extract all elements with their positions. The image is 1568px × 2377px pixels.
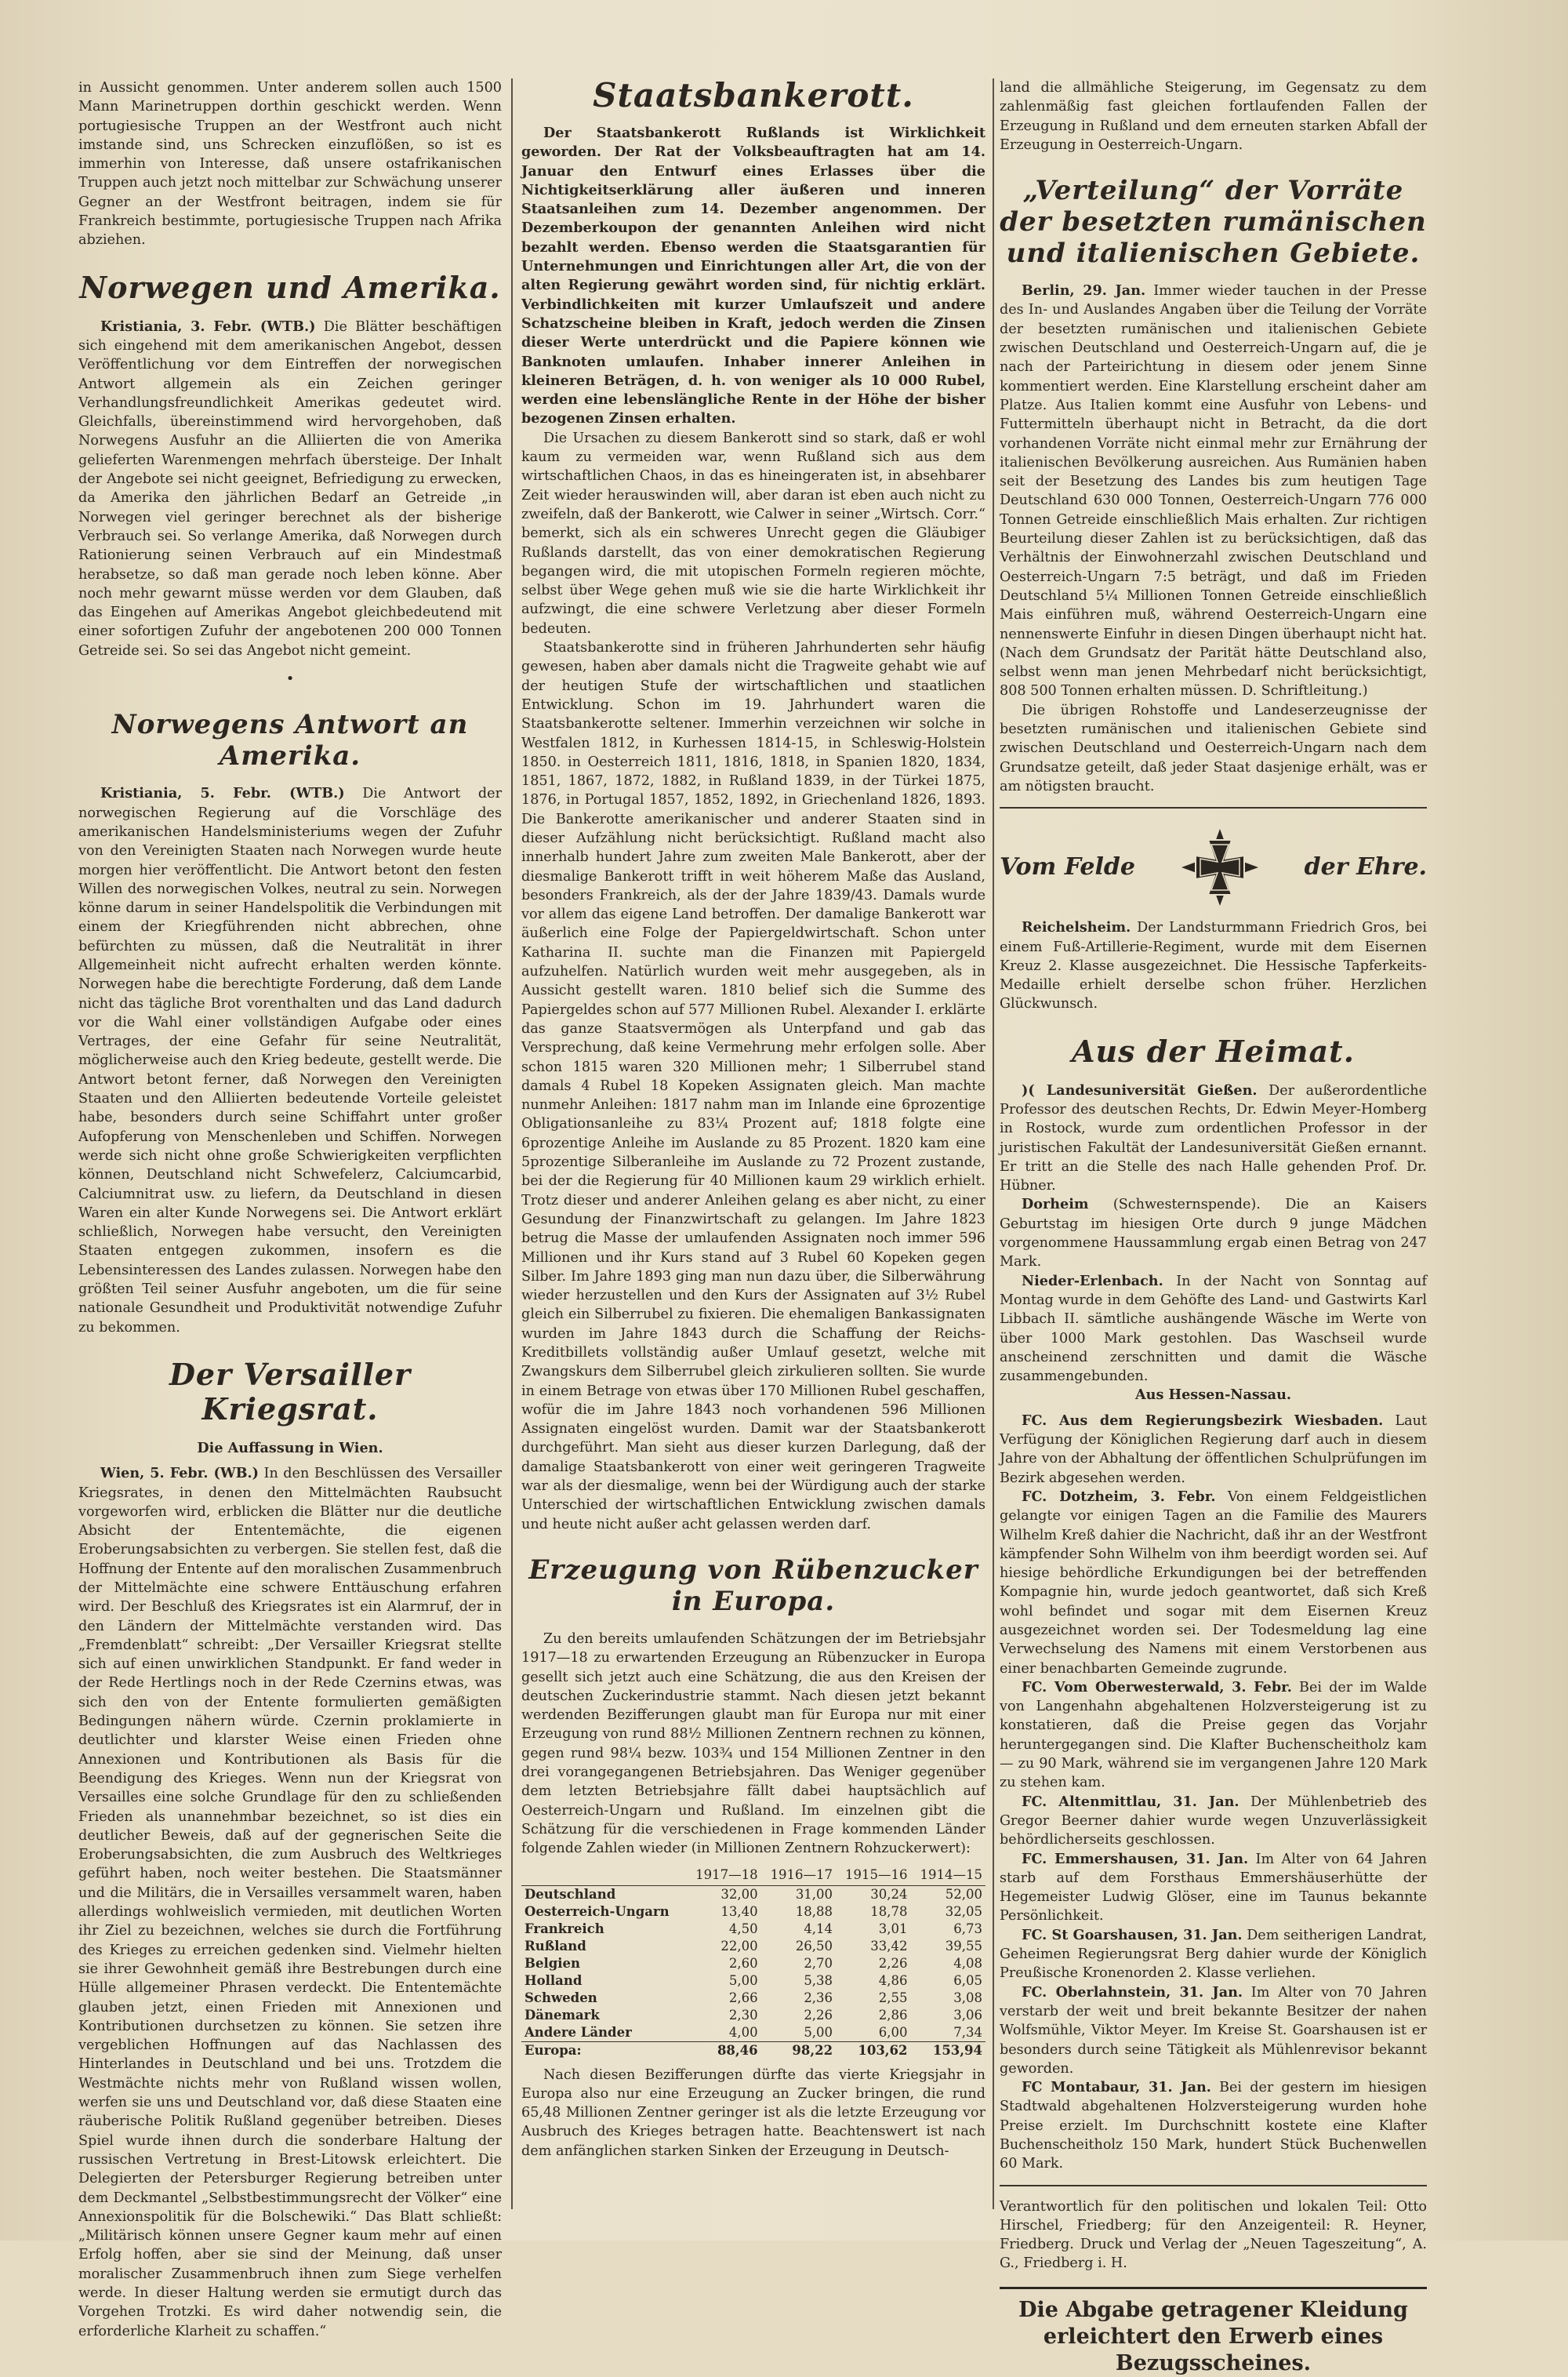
news-item: FC. Oberlahnstein, 31. Jan. Im Alter von 70 Jahren verstarb der weit und breit bekannte Besitzer der nahen Wolfsmühle, Viktor Meyer. Im Kreise St. Goarshausen ist er besonders durch seine Tätigkeit als Mühlenrevisor bekannt geworden. [1000,1983,1427,2077]
column-right [1000,78,1428,2375]
news-item: Dorheim (Schwesternspende). Die an Kaisers Geburtstag im hiesigen Orte durch 9 junge Mädchen vorgenommene Haussammlung ergab einen Betrag von 247 Mark. [1000,1196,1428,1270]
table-cell-value: 6,73 [953,1921,982,1936]
table-cell-value: 31,00 [795,1886,833,1902]
table-cell-value: 2,55 [878,1990,908,2005]
table-cell-value: 88,46 [686,2041,760,2059]
table-cell-value: 39,55 [945,1938,982,1954]
table-cell-value: 5,00 [728,1972,758,1988]
table-cell-value: 6,05 [953,1972,982,1988]
table-cell-value: 2,60 [728,1955,758,1971]
dateline: Kristiania, 3. Febr. (WTB.) [100,318,316,335]
table-header [521,1865,686,1886]
headline-aus-der-heimat: Aus der Heimat. [1072,1033,1355,1069]
table-cell-value: 6,00 [878,2024,908,2040]
table-cell-value: 153,94 [911,2041,985,2059]
table-cell-value: 5,00 [804,2024,833,2040]
table-cell-value: 30,24 [870,1886,908,1902]
table-header: 1915—16 [836,1865,910,1886]
table-cell-value: 33,42 [870,1938,908,1954]
table-cell-value: 4,08 [953,1955,982,1971]
headline-norwegen-amerika: Norwegen und Amerika. [79,269,501,305]
table-cell-value: 52,00 [945,1886,982,1902]
column-left [78,78,503,2339]
table-row [521,1921,985,1938]
table-cell-value: 7,34 [953,2024,982,2040]
news-item: FC Montabaur, 31. Jan. Bei der gestern im hiesigen Stadtwald abgehaltenen Holzversteigerung wurden hohe Preise erzielt. Im Durchschnitt kostete eine Klafter Buchenscheitholz 150 Mark, hundert Stück Buchenwellen 60 Mark. [1000,2079,1427,2172]
table-cell-country: Holland [524,1972,583,1988]
headline-verteilung: „Verteilung“ der Vorräte der besetzten rumänischen und italienischen Gebiete. [1000,175,1427,270]
news-item: FC. Altenmittlau, 31. Jan. Der Mühlenbetrieb des Gregor Beerner dahier wurde wegen Unzuverlässigkeit behördlicherseits geschlossen. [1000,1793,1428,1848]
table-cell-value: 4,86 [878,1972,908,1988]
table-cell-country: Europa: [521,2041,686,2059]
table-cell-value: 13,40 [720,1903,758,1919]
table-cell-value: 3,08 [953,1990,982,2005]
article-reichelsheim: Reichelsheim. Der Landsturmmann Friedrich Gros, bei einem Fuß-Artillerie-Regiment, wurde mit dem Eisernen Kreuz 2. Klasse ausgezeichnet. Die Hessische Tapferkeits-Medaille erhielt derselbe schon früher. Herzlichen Glückwunsch. [1000,919,1428,1012]
article-ruebenzucker-p1: Zu den bereits umlaufenden Schätzungen der im Betriebsjahr 1917—18 zu erwartenden Erzeugung an Rübenzucker in Europa gesellt sich jetzt auch eine Schätzung, die aus den Kreisen der deutschen Zuckerindustrie stammt. Nach diesen jetzt bekannt werdenden Bezifferungen glaubt man für Europa nur mit einer Erzeugung von rund 88½ Millionen Zentnern rechnen zu können, gegen rund 98¼ bezw. 103¾ und 154 Millionen Zentner in den drei vorangegangenen Betriebsjahren. Das Weniger gegenüber dem letzten Betriebsjahre fällt dabei hauptsächlich auf Oesterreich-Ungarn und Rußland. Im einzelnen gibt die Schätzung für die verschiedenen in Frage kommenden Länder folgende Zahlen wieder (in Millionen Zentnern Rohzuckerwert): [521,1630,985,1857]
headline-ruebenzucker: Erzeugung von Rübenzucker in Europa. [528,1554,978,1617]
column-rule [511,78,513,2209]
article-verteilung: Berlin, 29. Jan. Immer wieder tauchen in der Presse des In- und Auslandes Angaben über die Teilung der Vorräte der besetzten rumänischen und italienischen Gebiete zwischen Deutschland und Oesterreich-Ungarn auf, die je nach der Parteirichtung in diesem oder jenem Sinne kommentiert werden. Eine Klarstellung erscheint daher am Platze. Aus Italien kommt eine Ausfuhr von Lebens- und Futtermitteln überhaupt nicht in Betracht, da die dort vorhandenen Vorräte nicht einmal mehr zur Ernährung der italienischen Bevölkerung ausreichen. Aus Rumänien haben seit der Besetzung des Landes bis zum heutigen Tage Deutschland 630 000 Tonnen, Oesterreich-Ungarn 776 000 Tonnen Getreide einschließlich Mais erhalten. Zur richtigen Beurteilung dieser Zahlen ist zu berücksichtigen, daß das Verhältnis der Einwohnerzahl zwischen Deutschland und Oesterreich-Ungarn 7:5 beträgt, und daß im Frieden Deutschland 5¼ Millionen Tonnen Getreide einschließlich Mais einführen muß, während Oesterreich-Ungarn eine nennenswerte Einfuhr in diesen Dingen überhaupt nicht hat. (Nach dem Grundsatz der Parität hätte Deutschland also, selbst wenn man jenen Mehrbedarf nicht berücksichtigt, 808 500 Tonnen erhalten müssen. D. Schriftleitung.) [1000,282,1427,700]
subheadline-hessen-nassau: Aus Hessen-Nassau. [1135,1387,1291,1404]
table-cell-value: 26,50 [795,1938,833,1954]
news-item: FC. Emmershausen, 31. Jan. Im Alter von 64 Jahren starb auf dem Forsthaus Emmershäuserhütte der Hegemeister Ludwig Glöser, eine im Taunus bekannte Persönlichkeit. [1000,1850,1427,1924]
table-cell-value: 3,06 [953,2007,982,2023]
table-row [521,2024,985,2042]
table-cell-value: 3,01 [878,1921,908,1936]
headline-left: Vom Felde [1000,853,1135,881]
table-total-row [521,2041,985,2059]
table-row [521,1885,985,1903]
table-cell-value: 32,00 [720,1886,758,1902]
imprint: Verantwortlich für den politischen und lokalen Teil: Otto Hirschel, Friedberg; für den Anzeigenteil: R. Heyner, Friedberg. Druck und Verlag der „Neuen Tageszeitung“, A. G., Friedberg i. H. [1000,2198,1427,2271]
column-rule [993,78,994,2209]
table-cell-value: 2,26 [804,2007,833,2023]
iron-cross-icon [1177,824,1263,910]
article-ruebenzucker-p2: Nach diesen Bezifferungen dürfte das vierte Kriegsjahr in Europa also nur eine Erzeugung an Zucker bringen, die rund 65,48 Millionen Zentner geringer ist als die letzte Erzeugung vor Ausbruch des Krieges betragen hatte. Beachtenswert ist nach dem anfänglichen starken Sinken der Erzeugung in Deutsch- [521,2066,985,2159]
table-row [521,1972,985,1990]
article-intro-continued: in Aussicht genommen. Unter anderem sollen auch 1500 Mann Marinetruppen dorthin geschickt werden. Wenn portugiesische Truppen an der Westfront auch nicht imstande sind, uns Schrecken einzuflößen, so ist es immerhin von Interesse, daß unsere ostafrikanischen Truppen auch jetzt noch mittelbar zur Schwächung unserer Gegner an der Westfront beitragen, indem sie für Frankreich bestimmte, portugiesische Truppen nach Afrika abziehen. [78,80,502,249]
news-item: FC. St Goarshausen, 31. Jan. Dem seitherigen Landrat, Geheimen Regierungsrat Berg dahier wurde der Königlich Preußische Kronenorden 2. Klasse verliehen. [1000,1926,1427,1982]
article-kriegsrat: Wien, 5. Febr. (WB.) In den Beschlüssen des Versailler Kriegsrates, in denen den Mittelmächten Raubsucht vorgeworfen wird, erblicken die Blätter nur die deutliche Absicht der Ententemächte, die eigenen Eroberungsabsichten zu verbergen. Sie stellen fest, daß die Hoffnung der Entente auf den moralischen Zusammenbruch der Mittelmächte eine schwere Enttäuschung erfahren wird. Der Beschluß des Kriegsrates ist ein Alarmruf, der in den Ländern der Mittelmächte verstanden wird. Das „Fremdenblatt“ schreibt: „Der Versailler Kriegsrat stellte sich auf einen unwirklichen Standpunkt. Er fand weder in der Rede Hertlings noch in der Rede Czernins etwas, was sich den von der Entente formulierten gemäßigten Bedingungen nähern würde. Czernin proklamierte in deutlichter und klarster Weise einen Frieden ohne Annexionen und Kontributionen als Basis für die Beendigung des Krieges. Wenn nun der Kriegsrat von Versailles eine solche Grundlage für den zu schließenden Frieden als unannehmbar bezeichnet, so ist dies ein deutlicher Beweis, daß auf der gegnerischen Seite die Eroberungsabsichten, die zum Ausbruch des Weltkrieges geführt haben, noch weiter bestehen. Die Staatsmänner und die Militärs, die in Versailles versammelt waren, haben allerdings wohlweislich vermieden, mit deutlichen Worten ihr Ziel zu bezeichnen, welches sie durch die Fortführung des Krieges zu erreichen gedenken sind. Vielmehr hielten sie ihrer Gewohnheit gemäß ihre Bestrebungen durch eine Hülle allgemeiner Phrasen verdeckt. Die Ententemächte glauben jetzt, einen Frieden mit Annexionen und Kontributionen durchsetzen zu können. Sie setzen ihre vergeblichen Hoffnungen auf das Nachlassen des Hinterlandes in Deutschland und bei uns. Trotzdem die Westmächte nichts mehr von Rußland wissen wollen, werfen sie uns und Deutschland vor, daß diese Staaten eine räuberische Politik Rußland gegenüber betreiben. Dieses Spiel wurde ihnen durch die sonderbare Haltung der russischen Vertretung in Brest-Litowsk erleichtert. Die Delegierten der Petersburger Regierung betreiben unter dem Deckmantel „Selbstbestimmungsrecht der Völker“ eine Annexionspolitik für die Bolschewiki.“ Das Blatt schließt: „Militärisch können unsere Gegner kaum mehr auf einen Erfolg hoffen, aber sie sind der Meinung, daß unser moralischer Zusammenbruch ihnen zum Siege verhelfen werde. In dieser Haltung werden sie ermutigt durch das Vorgehen Trotzki. Es wird daher notwendig sein, die erforderliche Klarheit zu schaffen.“ [78,1465,503,2339]
table-header-row [521,1865,985,1886]
table-cell-country: Deutschland [524,1886,616,1902]
news-item: )( Landesuniversität Gießen. Der außerordentliche Professor des deutschen Rechts, Dr. Edwin Meyer-Homberg in Rostock, wurde zum ordentlichen Professor in der juristischen Fakultät der Landesuniversität Gießen ernannt. Er tritt an die Stelle des nach Halle gehenden Prof. Dr. Hübner. [1000,1081,1427,1194]
table-row [521,1903,985,1921]
news-item: FC. Aus dem Regierungsbezirk Wiesbaden. Laut Verfügung der Königlichen Regierung darf auch in diesem Jahre von der Abhaltung der öffentlichen Schulprüfungen im Bezirk abgesehen werden. [1000,1412,1427,1486]
article-verteilung-p2: Die übrigen Rohstoffe und Landeserzeugnisse der besetzten rumänischen und italienischen Gebiete sind zwischen Deutschland und Oesterreich-Ungarn nach dem Grundsatze geteilt, daß jeder Staat dasjenige erhält, was er am nötigsten braucht. [1000,702,1427,794]
table-cell-value: 22,00 [720,1938,758,1954]
sugar-production-table [521,1865,985,2059]
table-cell-country: Andere Länder [524,2024,632,2040]
table-cell-value: 103,62 [836,2041,910,2059]
table-cell-value: 2,30 [728,2007,758,2023]
clothing-notice: Die Abgabe getragener Kleidung erleichtert den Erwerb eines Bezugsscheines. [1000,2287,1427,2377]
table-cell-country: Schweden [524,1990,597,2005]
headline-right: der Ehre. [1304,853,1427,881]
table-header: 1916—17 [761,1865,836,1886]
article-staatsbankerott-lead: Der Staatsbankerott Rußlands ist Wirklichkeit geworden. Der Rat der Volksbeauftragten hat am 14. Januar den Entwurf eines Erlasses über die Nichtigkeitserklärung aller äußeren und inneren Staatsanleihen zum 14. Dezember angenommen. Der Dezemberkoupon der genannten Anleihen wird nicht bezahlt werden. Ebenso werden die Staatsgarantien für Unternehmungen und Einrichtungen aller Art, die von der alten Regierung gewährt worden sind, für nichtig erklärt. Verbindlichkeiten mit kurzer Umlaufszeit und andere Schatzscheine bleiben in Kraft, jedoch werden die Zinsen dieser Werte unterdrückt und die Papiere können wie Banknoten umlaufen. Inhaber innerer Anleihen in kleineren Beträgen, d. h. von weniger als 10 000 Rubel, werden eine lebenslängliche Rente in der Höhe der bisher bezogenen Zinsen erhalten. [521,125,985,427]
dateline: Reichelsheim. [1022,919,1131,936]
table-cell-country: Belgien [524,1955,581,1971]
table-header: 1917—18 [686,1865,760,1886]
news-item: FC. Vom Oberwesterwald, 3. Febr. Bei der im Walde von Langenhahn abgehaltenen Holzversteigerung ist zu konstatieren, daß die Preise gegen das Vorjahr heruntergegangen sind. Die Klafter Buchenscheitholz kam — zu 90 Mark, während sie im vergangenen Jahre 120 Mark zu stehen kam. [1000,1678,1428,1791]
table-cell-value: 98,22 [761,2041,836,2059]
table-cell-country: Dänemark [524,2007,600,2023]
table-header: 1914—15 [911,1865,985,1886]
table-cell-country: Rußland [524,1938,586,1954]
article-ruebenzucker-continued: land die allmähliche Steigerung, im Gegensatz zu dem zahlenmäßig fast gleichen fortlaufenden Fallen der Erzeugung in Rußland und dem erneuten starken Abfall der Erzeugung in Oesterreich-Ungarn. [1000,80,1427,153]
table-row [521,1938,985,1955]
news-item: Nieder-Erlenbach. In der Nacht von Sonntag auf Montag wurde in dem Gehöfte des Land- und Gastwirts Karl Libbach II. sämtliche aushängende Wäsche im Werte von über 1000 Mark gestohlen. Das Waschseil wurde anscheinend zerschnitten und damit die Wäsche zusammengebunden. [1000,1272,1427,1385]
table-cell-value: 5,38 [804,1972,833,1988]
table-cell-value: 4,00 [728,2024,758,2040]
table-cell-value: 32,05 [945,1903,982,1919]
dateline: Kristiania, 5. Febr. (WTB.) [100,785,345,802]
news-item: FC. Dotzheim, 3. Febr. Von einem Feldgeistlichen gelangte vor einigen Tagen an die Familie des Maurers Wilhelm Kreß dahier die Nachricht, daß ihr an der Westfront kämpfender Sohn Wilhelm von ihm beerdigt worden sei. Auf hiesige behördliche Erkundigungen bei der betreffenden Kompagnie hin, wurde jedoch geantwortet, daß sich Kreß wohl befindet und sogar mit dem Eisernen Kreuz ausgezeichnet worden sei. Der Todesmeldung lag eine Verwechselung des Namens mit einem Verstorbenen aus einer benachbarten Gemeinde zugrunde. [1000,1488,1428,1677]
table-cell-value: 18,88 [795,1903,833,1919]
dateline: Wien, 5. Febr. (WB.) [100,1465,259,1482]
dateline: Berlin, 29. Jan. [1022,282,1146,300]
ornament-dot: • [285,671,295,688]
table-cell-value: 2,26 [878,1955,908,1971]
table-row [521,1990,985,2007]
table-cell-value: 4,14 [804,1921,833,1936]
article-staatsbankerott-p2: Die Ursachen zu diesem Bankerott sind so stark, daß er wohl kaum zu vermeiden war, wenn Rußland sich aus dem wirtschaftlichen Chaos, in das es hineingeraten ist, in absehbarer Zeit wieder herauswinden will, aber daran ist eben auch nicht zu zweifeln, daß der Bankerott, wie Calwer in seiner „Wirtsch. Corr.“ bemerkt, sich als ein schweres Unrecht gegen die Gläubiger Rußlands darstellt, das von einer demokratischen Regierung begangen wird, die mit utopischen Formeln regieren möchte, selbst über Wege gehen muß wie sie die harte Wirklichkeit ihr aufzwingt, die eine schwere Verletzung aber dieser Formeln bedeuten. [521,430,985,637]
table-cell-country: Frankreich [524,1921,604,1936]
article-norwegens-antwort: Kristiania, 5. Febr. (WTB.) Die Antwort der norwegischen Regierung auf die Vorschläge des amerikanischen Handelsministeriums wegen der Zufuhr von den Vereinigten Staaten nach Norwegen wurde heute morgen hier veröffentlicht. Die Antwort betont den festen Willen des norwegischen Volkes, neutral zu sein. Norwegen könne darum in seiner Handelspolitik die Verbindungen mit einem der Kriegführenden nicht abbrechen, ohne befürchten zu müssen, daß die Neutralität in ihrer Allgemeinheit nicht aufrecht erhalten werden könnte. Norwegen habe die berechtigte Forderung, daß dem Lande nicht das tägliche Brot vorenthalten und das Land dadurch vor die Wahl einer vollständigen Aufgabe oder eines Vertrages, der eine Gefahr für seine Neutralität, möglicherweise auch den Krieg bedeute, gestellt werde. Die Antwort betont ferner, daß Norwegen den Vereinigten Staaten und den Alliierten bedeutende Vorteile geleistet habe, besonders durch seine Schiffahrt unter großer Aufopferung von Menschenleben und Schiffen. Norwegen werde sich nicht ohne große Schwierigkeiten verpflichten können, Deutschland nicht Schwefelerz, Calciumcarbid, Calciumnitrat usw. zu liefern, da Deutschland in diesen Waren ein alter Kunde Norwegens sei. Die Antwort erklärt schließlich, Norwegen habe versucht, den Vereinigten Staaten entgegen zukommen, insofern es die Lebensinteressen des Landes zulassen. Norwegen habe den größten Teil seiner Ausfuhr angeboten, um die für seine nationale Gesundheit und Produktivität notwendige Zufuhr zu bekommen. [78,785,503,1336]
subheadline-wien: Die Auffassung in Wien. [197,1439,383,1456]
column-middle [521,78,985,2209]
table-row [521,2007,985,2024]
table-cell-value: 18,78 [870,1903,908,1919]
headline-vom-felde-der-ehre [1000,824,1427,910]
headline-versailler-kriegsrat: Der Versailler Kriegsrat. [169,1356,412,1427]
table-cell-country: Oesterreich-Ungarn [524,1903,670,1919]
article-norwegen: Kristiania, 3. Febr. (WTB.) Die Blätter beschäftigen sich eingehend mit dem amerikanischen Angebot, dessen Veröffentlichung vor dem Eintreffen der norwegischen Antwort allgemein als ein Zeichen geringer Verhandlungsfreundlichkeit Amerikas gedeutet wird. Gleichfalls, übereinstimmend wird hervorgehoben, daß Norwegens Ausfuhr an die Alliierten die von Amerika gelieferten Warenmengen mehrfach übersteige. Der Inhalt der Angebote sei nicht geeignet, Befriedigung zu erwecken, da Amerika den jährlichen Bedarf an Getreide „in Norwegen viel geringer berechnet als der bisherige Verbrauch sei. So verlange Amerika, daß Norwegen durch Rationierung seinen Verbrauch auf ein Mindestmaß herabsetze, so daß man gerade noch leben könne. Aber noch mehr gewarnt müsse werden vor dem Glauben, daß das Eingehen auf Amerikas Angebot gleichbedeutend mit einer sofortigen Zufuhr der angebotenen 200 000 Tonnen Getreide sei. So sei das Angebot nicht gemeint. [78,318,503,659]
table-cell-value: 2,86 [878,2007,908,2023]
article-staatsbankerott-p3: Staatsbankerotte sind in früheren Jahrhunderten sehr häufig gewesen, haben aber damals nicht die Tragweite gehabt wie auf der heutigen Stufe der wirtschaftlichen und staatlichen Entwicklung. Schon im 19. Jahrhundert waren die Staatsbankerotte seltener. Immerhin verzeichnen wir solche in Westfalen 1812, in Kurhessen 1814-15, in Schleswig-Holstein 1850. in Oesterreich 1811, 1816, 1818, in Spanien 1820, 1834, 1851, 1867, 1872, 1882, in Rußland 1839, in der Türkei 1875, 1876, in Portugal 1857, 1852, 1892, in Griechenland 1826, 1893. Die Bankerotte amerikanischer und anderer Staaten sind in dieser Aufzählung nicht berücksichtigt. Rußland macht also innerhalb hundert Jahre zum zweiten Male Bankerott, aber der diesmalige Bankerott trifft in weit höherem Maße das Ausland, besonders Frankreich, als der der Jahre 1839/43. Damals wurde vor allem das eigene Land betroffen. Der damalige Bankerott war äußerlich eine Folge der Papiergeldwirtschaft. Schon unter Katharina II. suchte man die Finanzen mit Papiergeld aufzuhelfen. Natürlich wurden weit mehr ausgegeben, als in Aussicht gestellt waren. 1810 belief sich die Summe des Papiergeldes schon auf 577 Millionen Rubel. Alexander I. erklärte das ganze Staatsvermögen als Unterpfand und gab das Versprechung, daß keine Vermehrung mehr erfolgen solle. Aber schon 1815 waren 320 Millionen mehr; 1 Silberrubel stand damals 4 Rubel 18 Kopeken Assignaten gleich. Man machte nunmehr Anleihen: 1817 nahm man im Inlande eine 6prozentige Obligationsanleihe zu 83¼ Prozent auf; 1818 folgte eine 6prozentige Anleihe im Auslande zu 85 Prozent. 1820 kam eine 5prozentige Silberanleihe im Auslande zu 72 Prozent zustande, bei der die Regierung für 40 Millionen kaum 29 wirklich erhielt. Trotz dieser und anderer Anleihen gelang es aber nicht, zu einer Gesundung der Finanzwirtschaft zu gelangen. Im Jahre 1823 betrug die Masse der umlaufenden Assignaten noch immer 596 Millionen und ihr Kurs stand auf 3 Rubel 60 Kopeken gegen Silber. Im Jahre 1893 ging man nun dazu über, die Silberwährung wieder herzustellen und den Kurs der Assignaten auf 3½ Rubel gleich ein Silberrubel zu fixieren. Die ehemaligen Bankassignaten wurden im Jahre 1843 durch die Schaffung der Reichs-Kreditbillets vollständig außer Umlauf gesetzt, welche mit Zwangskurs dem Silberrubel gleich zirkulieren sollten. Sie wurde in einem Betrage von etwas über 170 Millionen Rubel geschaffen, wofür die im Jahre 1843 noch vorhandenen 596 Millionen Assignaten eingelöst wurden. Damit war der Staatsbankerott durchgeführt. Man sieht aus dieser kurzen Darlegung, daß der damalige Staatsbankerott von einer weit geringeren Tragweite war als der diesmalige, wenn bei der Würdigung auch der starke Unterschied der wirtschaftlichen Entwicklung zwischen damals und heute nicht außer acht gelassen werden darf. [521,640,985,1532]
section-divider [1000,807,1427,809]
section-divider [1000,2185,1427,2186]
table-cell-value: 4,50 [728,1921,758,1936]
headline-staatsbankerott: Staatsbankerott. [593,76,914,114]
headline-norwegens-antwort: Norwegens Antwort an Amerika. [111,709,469,772]
table-row [521,1955,985,1972]
table-cell-value: 2,70 [804,1955,833,1971]
table-cell-value: 2,36 [804,1990,833,2005]
table-cell-value: 2,66 [728,1990,758,2005]
